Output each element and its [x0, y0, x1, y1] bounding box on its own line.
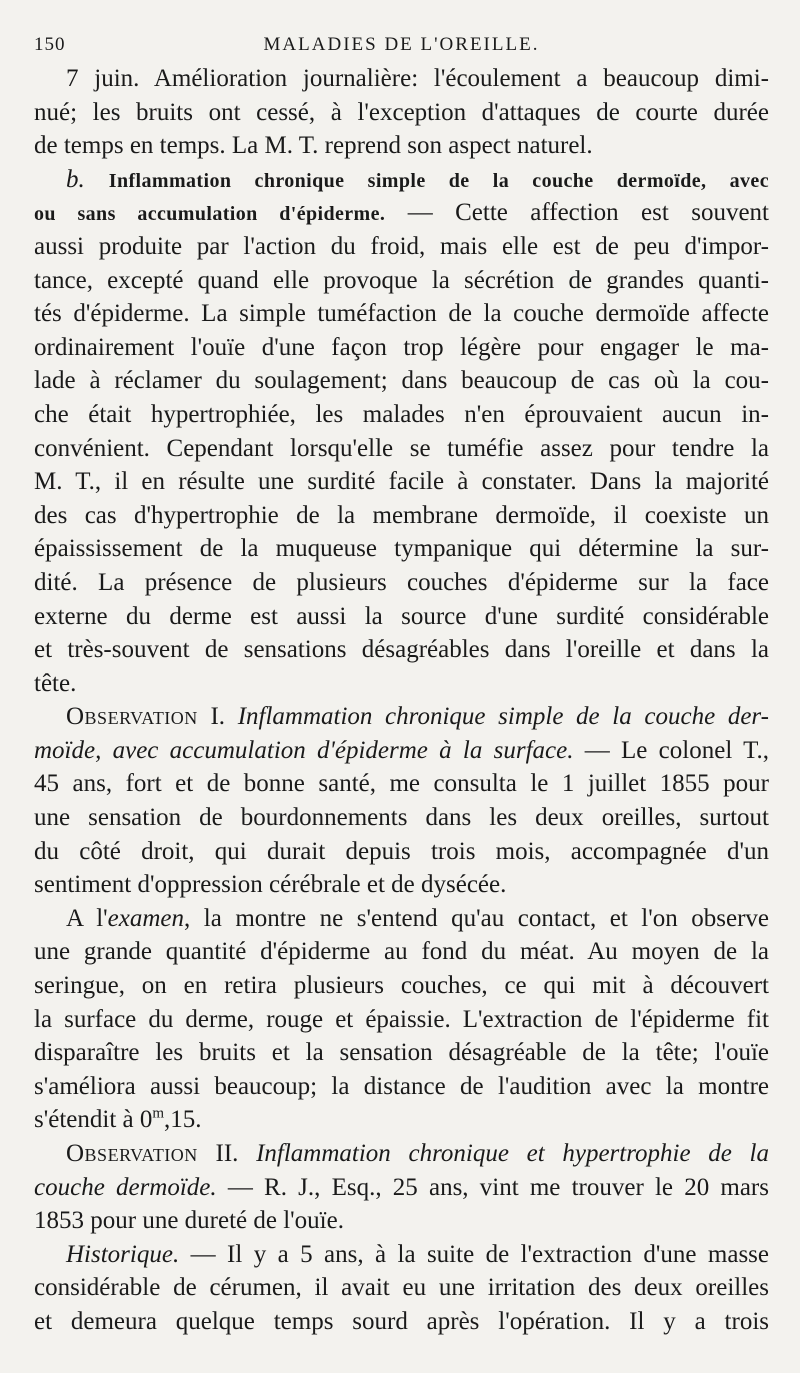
- text-line: [34, 600, 769, 634]
- text-line: [34, 499, 769, 533]
- text-line: [34, 465, 769, 499]
- text-run: — Il y a 5 ans, à la suite de l'extraction d'une masse: [179, 1240, 769, 1268]
- text-run: 45 ans, fort et de bonne santé, me consulta le 1 juillet 1855 pour: [34, 770, 769, 798]
- text-run: tés d'épiderme. La simple tuméfaction de la couche dermoïde affecte: [34, 300, 769, 328]
- text-line: [34, 868, 769, 902]
- text-line: [34, 935, 769, 969]
- text-line: [34, 532, 769, 566]
- text-run: une sensation de bourdonnements dans les deux oreilles, surtout: [34, 804, 769, 832]
- text-run: , la montre ne s'entend qu'au contact, et l'on observe: [184, 904, 770, 932]
- text-line: [34, 969, 769, 1003]
- text-run: che était hypertrophiée, les malades n'en éprouvaient aucun in-: [34, 400, 769, 428]
- text-run: et très-souvent de sensations désagréables dans l'oreille et dans la: [34, 636, 769, 664]
- text-run: 1853 pour une dureté de l'ouïe.: [34, 1207, 344, 1235]
- text-line: [34, 1036, 769, 1070]
- running-title: MALADIES DE L'OREILLE.: [263, 34, 540, 55]
- text-run: externe du derme est aussi la source d'une surdité considérable: [34, 602, 769, 630]
- text-run: 7 juin. Amélioration journalière: l'écoulement a beaucoup dimi-: [66, 65, 769, 92]
- page-number: 150: [34, 34, 66, 55]
- text-run: nué; les bruits ont cessé, à l'exception d'attaques de courte durée: [34, 98, 769, 126]
- text-run: Inflammation chronique et hypertrophie de la: [256, 1140, 769, 1167]
- text-line: [34, 700, 769, 734]
- text-run: tance, excepté quand elle provoque la sécrétion de grandes quanti-: [34, 266, 769, 294]
- text-run: m: [152, 1106, 165, 1123]
- text-line: [34, 62, 769, 96]
- text-line: [34, 1070, 769, 1104]
- text-run: une grande quantité d'épiderme au fond du méat. Au moyen de la: [34, 938, 769, 966]
- text-run: — Cette affection est souvent: [385, 199, 769, 227]
- text-run: b.: [66, 165, 109, 193]
- text-run: ordinairement l'ouïe d'une façon trop légère pour engager le ma-: [34, 333, 769, 361]
- text-line: [34, 1305, 769, 1339]
- text-line: [34, 129, 769, 163]
- text-line: [34, 667, 769, 701]
- text-line: [34, 1204, 769, 1238]
- text-line: [34, 1238, 769, 1272]
- text-line: [34, 767, 769, 801]
- text-line: [34, 1137, 769, 1171]
- text-run: seringue, on en retira plusieurs couches, ce qui mit à découvert: [34, 972, 769, 1000]
- text-line: [34, 398, 769, 432]
- book-page: [34, 28, 769, 1339]
- text-run: ou sans accumulation d'épiderme.: [34, 203, 386, 226]
- text-line: [34, 902, 769, 936]
- text-run: s'étendit à 0: [34, 1106, 153, 1134]
- page-header: [34, 28, 769, 62]
- text-line: [34, 734, 769, 768]
- text-run: Observation: [66, 703, 198, 731]
- text-line: [34, 1003, 769, 1037]
- text-line: [34, 1103, 769, 1137]
- text-run: A l': [66, 904, 108, 932]
- body-text: [34, 62, 769, 1339]
- text-line: [34, 1271, 769, 1305]
- text-run: II.: [197, 1140, 257, 1167]
- text-line: [34, 364, 769, 398]
- text-line: [34, 96, 769, 130]
- text-run: tête.: [34, 669, 77, 697]
- text-line: [34, 196, 769, 230]
- text-run: épaississement de la muqueuse tympanique qui détermine la sur-: [34, 535, 769, 563]
- text-line: [34, 835, 769, 869]
- text-line: [34, 264, 769, 298]
- text-line: [34, 633, 769, 667]
- text-run: s'améliora aussi beaucoup; la distance de l'audition avec la montre: [34, 1072, 769, 1100]
- text-run: des cas d'hypertrophie de la membrane dermoïde, il coexiste un: [34, 501, 769, 529]
- text-line: [34, 1171, 769, 1205]
- text-run: — Le colonel T.,: [573, 736, 769, 764]
- text-line: [34, 432, 769, 466]
- text-run: du côté droit, qui durait depuis trois mois, accompagnée d'un: [34, 837, 769, 865]
- text-run: moïde, avec accumulation d'épiderme à la surface.: [34, 736, 574, 764]
- text-run: convénient. Cependant lorsqu'elle se tuméfie assez pour tendre la: [34, 434, 769, 462]
- text-run: disparaître les bruits et la sensation désagréable de la tête; l'ouïe: [34, 1039, 769, 1067]
- text-run: Inflammation chronique simple de la couche der-: [237, 703, 769, 731]
- text-run: ,15.: [164, 1106, 202, 1134]
- text-line: [34, 566, 769, 600]
- text-run: I.: [197, 703, 238, 731]
- text-line: [34, 331, 769, 365]
- text-run: M. T., il en résulte une surdité facile à constater. Dans la majorité: [34, 468, 769, 496]
- text-line: [34, 230, 769, 264]
- text-run: couche dermoïde.: [34, 1173, 217, 1201]
- text-line: [34, 163, 769, 197]
- text-run: Observation: [66, 1140, 198, 1167]
- text-run: de temps en temps. La M. T. reprend son aspect naturel.: [34, 132, 593, 160]
- text-run: lade à réclamer du soulagement; dans beaucoup de cas où la cou-: [34, 367, 769, 395]
- text-run: examen: [107, 904, 184, 932]
- text-line: [34, 297, 769, 331]
- text-run: la surface du derme, rouge et épaissie. L'extraction de l'épiderme fit: [34, 1005, 769, 1033]
- text-line: [34, 801, 769, 835]
- text-run: considérable de cérumen, il avait eu une irritation des deux oreilles: [34, 1274, 769, 1302]
- text-run: Inflammation chronique simple de la couche dermoïde, avec: [108, 169, 769, 192]
- text-run: sentiment d'oppression cérébrale et de dysécée.: [34, 871, 507, 899]
- text-run: aussi produite par l'action du froid, mais elle est de peu d'impor-: [34, 232, 769, 260]
- text-run: Historique.: [66, 1240, 180, 1268]
- text-run: dité. La présence de plusieurs couches d'épiderme sur la face: [34, 568, 769, 596]
- text-run: — R. J., Esq., 25 ans, vint me trouver le 20 mars: [216, 1173, 769, 1201]
- text-run: et demeura quelque temps sourd après l'opération. Il y a trois: [34, 1307, 769, 1335]
